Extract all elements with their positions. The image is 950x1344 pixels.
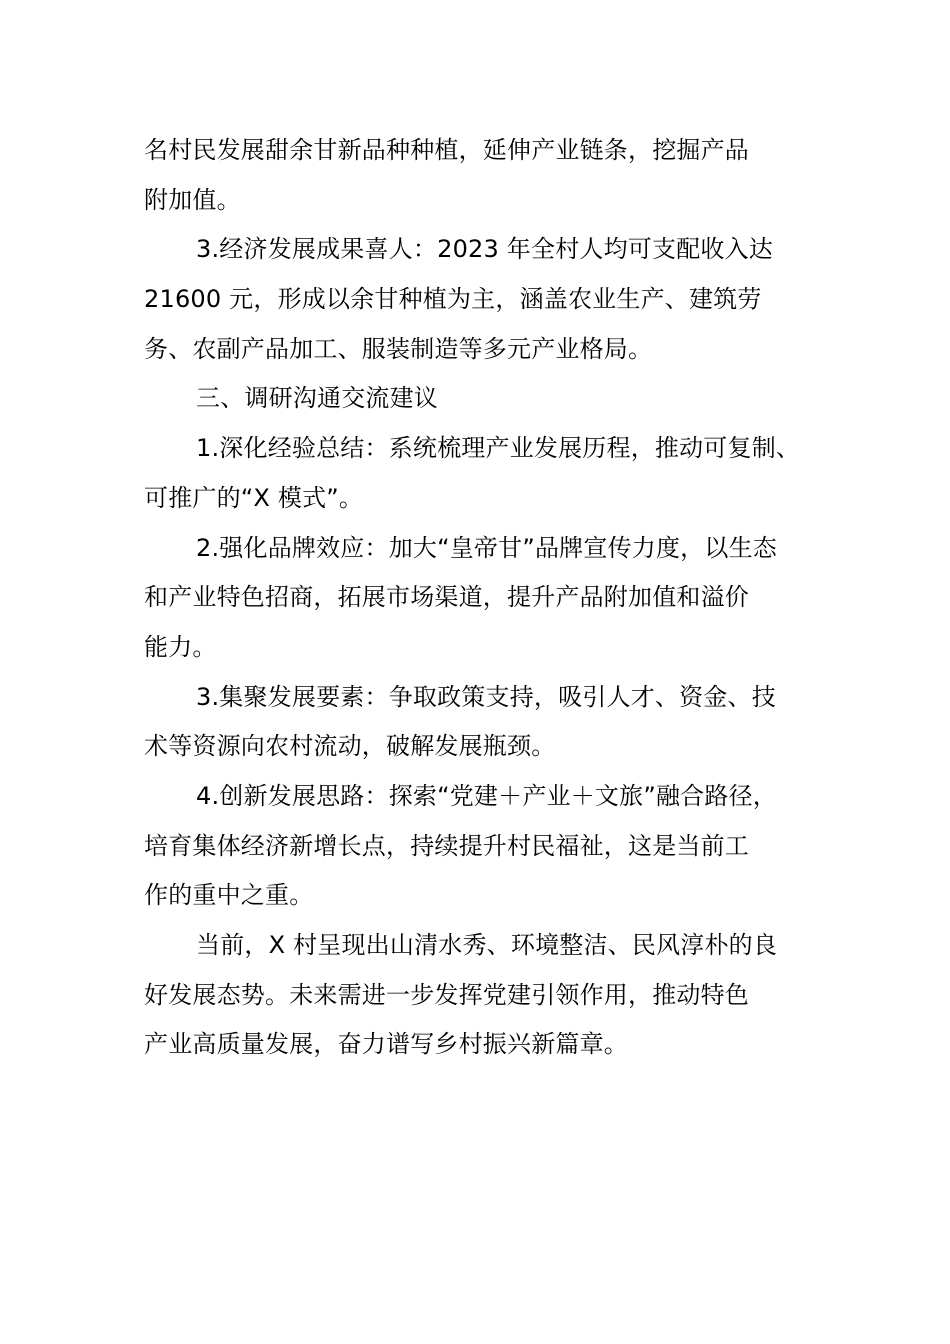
text-line: 培育集体经济新增长点，持续提升村民福祉，这是当前工 [144,831,749,860]
text-line: 名村民发展甜余甘新品种种植，延伸产业链条，挖掘产品 [144,136,749,164]
section-heading: 三、调研沟通交流建议 [196,384,438,413]
text-line: 好发展态势。未来需进一步发挥党建引领作用，推动特色 [144,980,749,1009]
text-line: 产业高质量发展，奋力谱写乡村振兴新篇章。 [144,1030,628,1059]
paragraph-line: 4.创新发展思路：探索“党建＋产业＋文旅”融合路径， [196,781,777,810]
paragraph-line: 2.强化品牌效应：加大“皇帝甘”品牌宣传力度，以生态 [196,533,777,562]
text-line: 作的重中之重。 [144,881,314,910]
paragraph-line: 3.集聚发展要素：争取政策支持，吸引人才、资金、技 [196,682,776,711]
text-line: 能力。 [144,632,217,661]
paragraph-line: 3.经济发展成果喜人：2023 年全村人均可支配收入达 [196,235,774,264]
text-line: 和产业特色招商，拓展市场渠道，提升产品附加值和溢价 [144,583,749,612]
text-line: 可推广的“X 模式”。 [144,483,364,512]
paragraph-line: 1.深化经验总结：系统梳理产业发展历程，推动可复制、 [196,434,801,463]
text-line: 务、农副产品加工、服装制造等多元产业格局。 [144,334,653,363]
text-line: 附加值。 [144,185,241,214]
text-line: 21600 元，形成以余甘种植为主，涵盖农业生产、建筑劳 [144,285,762,314]
body-text [144,126,814,1070]
paragraph-line: 当前，X 村呈现出山清水秀、环境整洁、民风淳朴的良 [196,931,778,959]
text-line: 术等资源向农村流动，破解发展瓶颈。 [144,732,556,761]
